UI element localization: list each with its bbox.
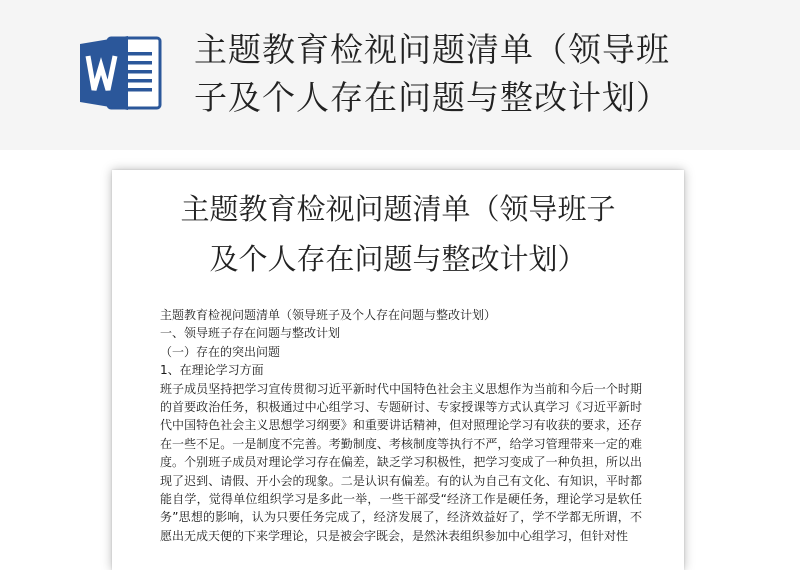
header-banner: [0, 0, 800, 150]
document-title-line-1: 主题教育检视问题清单（领导班子: [180, 192, 616, 226]
item-heading: 1、在理论学习方面: [160, 363, 264, 378]
document-title-line-2: 及个人存在问题与整改计划）: [209, 242, 587, 276]
subsection-heading: （一）存在的突出问题: [160, 344, 281, 359]
section-heading: 一、领导班子存在问题与整改计划: [160, 326, 341, 341]
word-document-icon: [78, 34, 164, 112]
header-title-line-2: 子及个人存在问题与整改计划）: [194, 78, 670, 117]
body-line: 主题教育检视问题清单（领导班子及个人存在问题与整改计划）: [160, 308, 497, 322]
header-title-line-1: 主题教育检视问题清单（领导班: [194, 30, 670, 69]
document-title: [112, 184, 684, 284]
document-page: [112, 170, 684, 570]
header-title: [194, 26, 754, 122]
document-body: [160, 306, 642, 545]
body-paragraph: 班子成员坚持把学习宣传贯彻习近平新时代中国特色社会主义思想作为当前和今后一个时期的首要政治任务，积极通过中心组学习、专题研讨、专家授课等方式认真学习《习近平新时代中国特色社会主义思想学习纲要》和重要讲话精神，但对照理论学习有收获的要求，还存在一些不足。一是制度不完善。考勤制度、考核制度等执行不严，给学习管理带来一定的难度。个别班子成员对理论学习存在偏差，缺乏学习积极性，把学习变成了一种负担，所以出现了迟到、请假、开小会的现象。二是认识有偏差。有的认为自己有文化、有知识，平时都能自学，觉得单位组织学习是多此一举，一些干部受“经济工作是硬任务，理论学习是软任务”思想的影响，认为只要任务完成了，经济发展了，经济效益好了，学不学都无所谓，不愿出无成天便的下来学理论，只是被会字既会，是然沐表组织参加中心组学习，但针对性: [160, 381, 642, 543]
